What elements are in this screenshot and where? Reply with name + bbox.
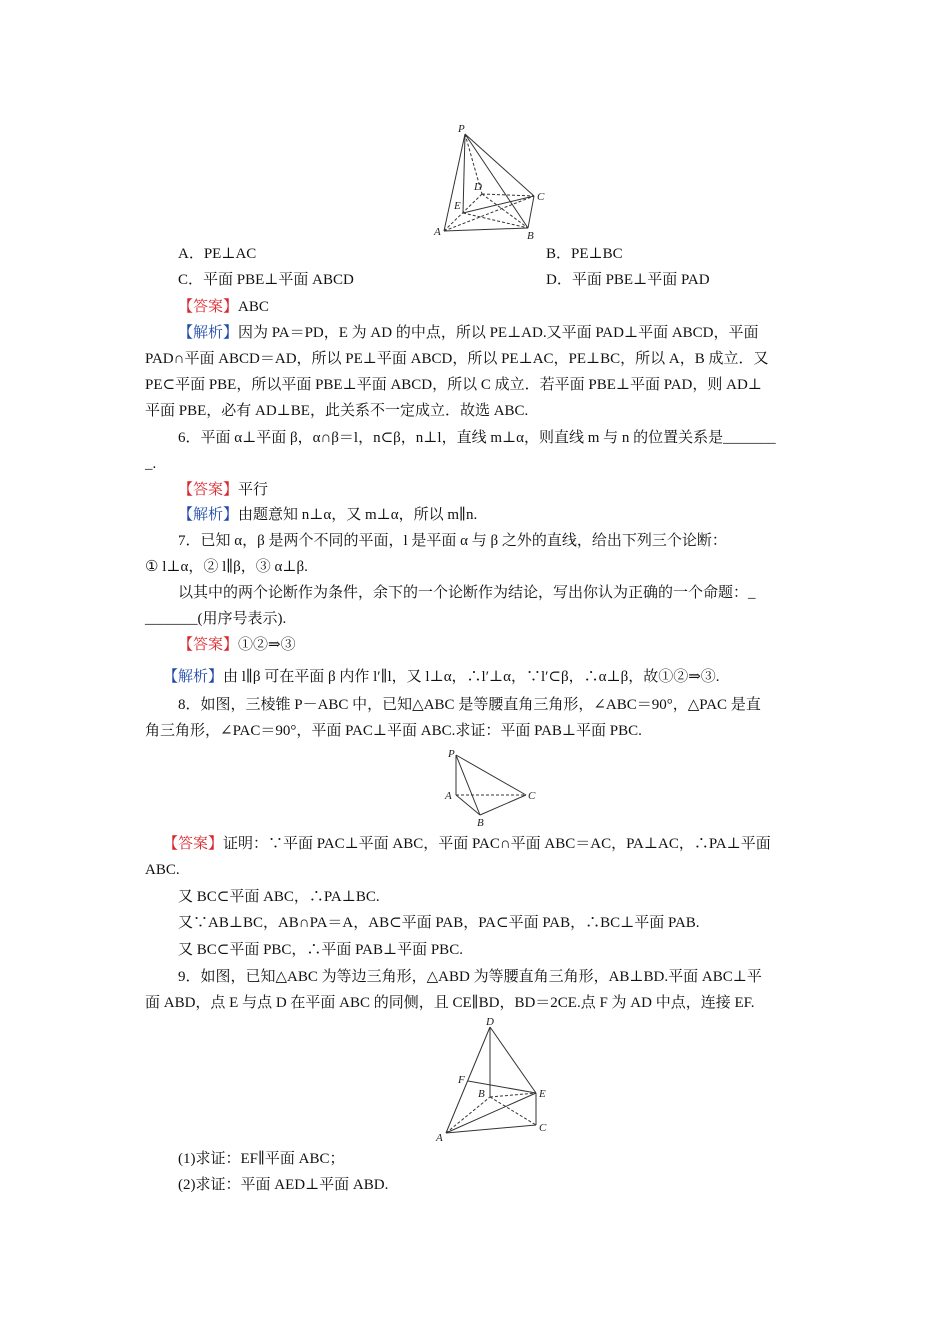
q8-question-line-1: 8．如图，三棱锥 P－ABC 中，已知△ABC 是等腰直角三角形，∠ABC＝90°，△PAC 是直 (178, 697, 761, 713)
q5-analysis-line-4: 平面 PBE，必有 AD⊥BE，此关系不一定成立．故选 ABC. (145, 403, 529, 419)
label-a: A (445, 790, 452, 802)
q7-question-line-3: 以其中的两个论断作为条件，余下的一个论断作为结论，写出你认为正确的一个命题：_ (178, 585, 756, 601)
analysis-text: 由 l∥β 可在平面 β 内作 l′∥l，又 l⊥α，∴l′⊥α，∵l′⊂β，∴α⊥β，故①②⇒③. (223, 669, 720, 685)
figure-pyramid-pabcd (430, 120, 550, 240)
answer-text: ①②⇒③ (238, 637, 296, 653)
answer-tag: 【答案】 (163, 836, 224, 852)
q7-question-line-4: _______(用序号表示). (145, 611, 287, 627)
edge-bc (528, 196, 534, 228)
edge-de (490, 1027, 536, 1093)
edge-da (446, 1027, 490, 1133)
edge-eb (463, 213, 528, 228)
q6-analysis (178, 504, 838, 526)
label-c: C (537, 191, 545, 203)
q6-question-line-1: 6．平面 α⊥平面 β，α∩β＝l，n⊂β，n⊥l，直线 m⊥α，则直线 m 与 n 的位置关系是_______ (178, 430, 776, 446)
label-e: E (454, 200, 461, 212)
edge-ae (446, 1093, 536, 1133)
q5-analysis-line-2: PAD∩平面 ABCD＝AD，所以 PE⊥平面 ABCD，所以 PE⊥AC，PE⊥BC，所以 A，B 成立．又 (145, 351, 769, 367)
q6-question-line-2: _. (145, 456, 157, 472)
q7-analysis (163, 666, 823, 688)
label-a: A (434, 226, 441, 238)
q6-answer (178, 479, 838, 501)
q8-proof-line-3: 又 BC⊂平面 ABC，∴PA⊥BC. (178, 889, 380, 905)
q8-proof-line-5: 又 BC⊂平面 PBC，∴平面 PAB⊥平面 PBC. (178, 942, 463, 958)
analysis-text: 由题意知 n⊥α，又 m⊥α，所以 m∥n. (238, 507, 478, 523)
answer-tag: 【答案】 (178, 299, 239, 315)
answer-text: ABC (238, 299, 269, 315)
label-a: A (436, 1132, 443, 1144)
edge-pe (463, 134, 465, 213)
option-a: A．PE⊥AC (178, 246, 257, 262)
option-b: B．PE⊥BC (546, 246, 623, 262)
label-c: C (539, 1122, 547, 1134)
q7-question-line-2: ① l⊥α，② l∥β，③ α⊥β. (145, 559, 308, 575)
answer-tag: 【答案】 (178, 637, 239, 653)
edge-bc (480, 795, 526, 815)
q8-question-line-2: 角三角形，∠PAC＝90°，平面 PAC⊥平面 ABC.求证：平面 PAB⊥平面 PBC. (145, 723, 642, 739)
label-d: D (474, 181, 482, 193)
figure-pyramid-pabc (440, 745, 550, 830)
q9-question-line-2: 面 ABD，点 E 与点 D 在平面 ABC 的同侧，且 CE∥BD，BD＝2CE.点 F 为 AD 中点，连接 EF. (145, 995, 755, 1011)
q5-analysis-line-3: PE⊂平面 PBE，所以平面 PBE⊥平面 ABCD，所以 C 成立．若平面 PBE⊥平面 PAD，则 AD⊥ (145, 377, 762, 393)
edge-pb (456, 755, 480, 815)
edge-dc (482, 194, 534, 196)
label-b: B (478, 1088, 485, 1100)
q5-answer (178, 296, 838, 318)
label-p: P (448, 748, 455, 760)
edge-pc (456, 755, 526, 795)
analysis-text: 因为 PA＝PD，E 为 AD 的中点，所以 PE⊥AD.又平面 PAD⊥平面 ABCD，平面 (238, 325, 759, 341)
q5-analysis-line-1 (178, 322, 838, 344)
option-d: D．平面 PBE⊥平面 PAD (546, 272, 710, 288)
q8-proof-line-1 (163, 833, 823, 855)
label-p: P (458, 123, 465, 135)
label-c: C (528, 790, 536, 802)
label-e: E (539, 1088, 546, 1100)
q9-question-line-1: 9．如图，已知△ABC 为等边三角形，△ABD 为等腰直角三角形，AB⊥BD.平面 ABC⊥平 (178, 969, 762, 985)
answer-tag: 【答案】 (178, 482, 239, 498)
analysis-tag: 【解析】 (163, 669, 224, 685)
edge-ab (446, 1097, 490, 1133)
q7-question-line-1: 7．已知 α，β 是两个不同的平面，l 是平面 α 与 β 之外的直线，给出下列三个论断： (178, 533, 727, 549)
edge-ab (444, 228, 528, 231)
label-b: B (527, 230, 534, 242)
label-f: F (458, 1074, 465, 1086)
q9-sub-question-1: (1)求证：EF∥平面 ABC； (178, 1151, 345, 1167)
edge-ec (463, 196, 534, 213)
analysis-tag: 【解析】 (178, 325, 239, 341)
label-b: B (477, 817, 484, 829)
answer-text: 平行 (238, 482, 269, 498)
option-c: C．平面 PBE⊥平面 ABCD (178, 272, 354, 288)
label-d: D (486, 1016, 494, 1028)
q9-sub-question-2: (2)求证：平面 AED⊥平面 ABD. (178, 1177, 389, 1193)
q7-answer (178, 634, 838, 656)
edge-ac (446, 1125, 536, 1133)
figure-solid-abcde (430, 1015, 560, 1145)
edge-bc (490, 1097, 536, 1125)
q8-proof-line-4: 又∵AB⊥BC，AB∩PA＝A，AB⊂平面 PAB，PA⊂平面 PAB，∴BC⊥平面 PAB. (178, 915, 700, 931)
q8-proof-line-2: ABC. (145, 862, 180, 878)
edge-pa (444, 134, 465, 231)
analysis-tag: 【解析】 (178, 507, 239, 523)
proof-text: 证明：∵平面 PAC⊥平面 ABC，平面 PAC∩平面 ABC＝AC，PA⊥AC，∴PA⊥平面 (223, 836, 771, 852)
